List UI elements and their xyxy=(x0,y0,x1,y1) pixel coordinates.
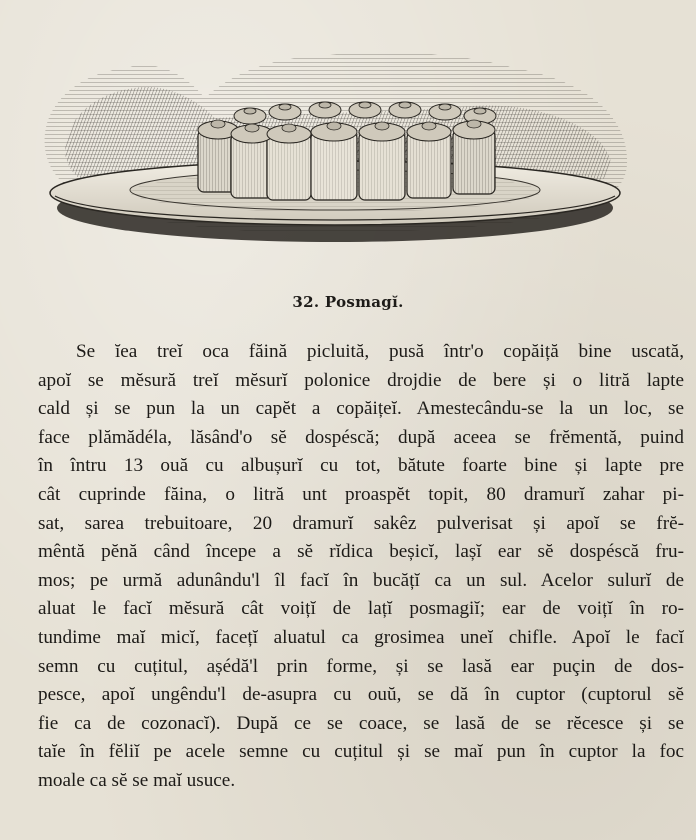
text-line: apoĭ se mĕsură treĭ mĕsurĭ polonice drojdie de bere și o litră lapte xyxy=(38,369,684,391)
text-line: face plămădéla, lăsând'o sĕ dospéscă; după aceea se frĕmentă, puind xyxy=(38,426,684,448)
posmagi-platter-engraving xyxy=(35,38,635,253)
text-line: cât cuprinde făina, o litră unt proaspĕt topit, 80 dramurĭ zahar pi- xyxy=(38,483,684,505)
text-line: mêntă pĕnă când începe a sĕ rĭdica beșicĭ, lașĭ ear sĕ dospéscă fru- xyxy=(38,541,684,563)
text-line: pesce, apoĭ ungêndu'l de-asupra cu ouŭ, se dă în cuptor (cuptorul sĕ xyxy=(38,684,684,706)
recipe-text xyxy=(38,338,684,796)
text-line: tundime maĭ micĭ, facețĭ aluatul ca grosimea uneĭ chifle. Apoĭ le facĭ xyxy=(38,626,684,648)
text-line: taĭe în fĕliĭ pe acele semne cu cuțitul și se maĭ pun în cuptor la foc xyxy=(38,741,684,763)
text-line: aluat le facĭ mĕsură cât voițĭ de lațĭ posmagiĭ; ear de voițĭ în ro- xyxy=(38,598,684,620)
text-line: sat, sarea trebuitoare, 20 dramurĭ sakêz pulverisat și apoĭ se frĕ- xyxy=(38,512,684,534)
text-line: mos; pe urmă adunându'l îl facĭ în bucățĭ ca un sul. Acelor sulurĭ de xyxy=(38,569,684,591)
text-line: cald și se pun la un capĕt a copăițeĭ. Amestecându-se la un loc, se xyxy=(38,398,684,420)
text-line: fie ca de cozonacĭ). După ce se coace, se lasă de se rĕcesce și se xyxy=(38,712,684,734)
text-line: în întru 13 ouă cu albușurĭ cu tot, bătute foarte bine și lapte pre xyxy=(38,455,684,477)
recipe-title: 32. Posmagĭ. xyxy=(292,293,404,311)
text-line: moale ca sĕ se maĭ usuce. xyxy=(38,769,236,791)
text-line: semn cu cuțitul, așédă'l prin forme, și se lasă ear puçin de dos- xyxy=(38,655,684,677)
text-line: Se ĭea treĭ oca făină picluită, pusă într'o copăiță bine uscată, xyxy=(76,341,684,362)
